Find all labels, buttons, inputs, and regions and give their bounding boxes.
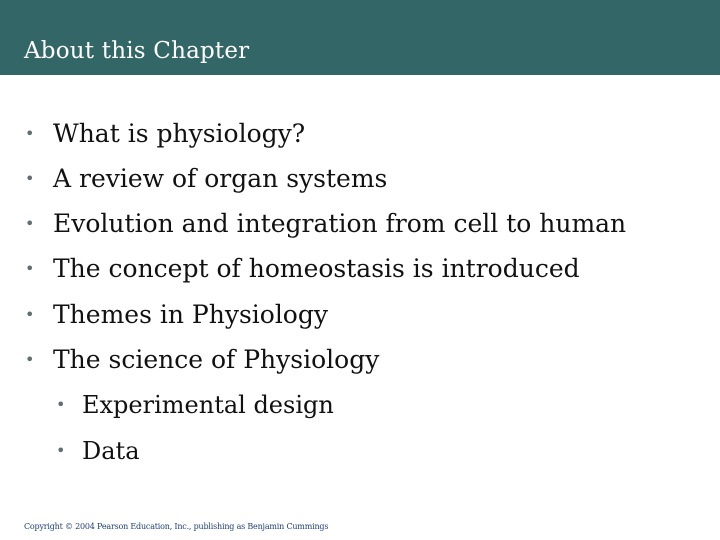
bullet-icon: •	[25, 350, 35, 369]
bullet-text: Data	[82, 437, 140, 465]
bullet-item	[25, 119, 305, 148]
bullet-icon: •	[25, 305, 35, 324]
bullet-item	[25, 209, 626, 238]
bullet-icon: •	[25, 169, 35, 188]
copyright-footer: Copyright © 2004 Pearson Education, Inc., publishing as Benjamin Cummings	[24, 522, 329, 531]
bullet-item	[25, 164, 387, 193]
bullet-icon: •	[56, 441, 66, 460]
bullet-text: Experimental design	[82, 391, 334, 419]
sub-bullet-item	[56, 391, 334, 419]
bullet-text: The concept of homeostasis is introduced	[53, 254, 580, 283]
bullet-text: Evolution and integration from cell to human	[53, 209, 627, 238]
slide-title: About this Chapter	[24, 38, 250, 64]
bullet-icon: •	[25, 259, 35, 278]
bullet-item	[25, 254, 580, 283]
bullet-item	[25, 345, 379, 374]
sub-bullet-item	[56, 437, 140, 465]
bullet-item	[25, 300, 328, 329]
bullet-icon: •	[25, 214, 35, 233]
bullet-text: The science of Physiology	[53, 345, 380, 374]
bullet-icon: •	[56, 395, 66, 414]
bullet-text: Themes in Physiology	[53, 300, 328, 329]
bullet-text: A review of organ systems	[53, 164, 388, 193]
bullet-text: What is physiology?	[53, 119, 306, 148]
bullet-icon: •	[25, 124, 35, 143]
